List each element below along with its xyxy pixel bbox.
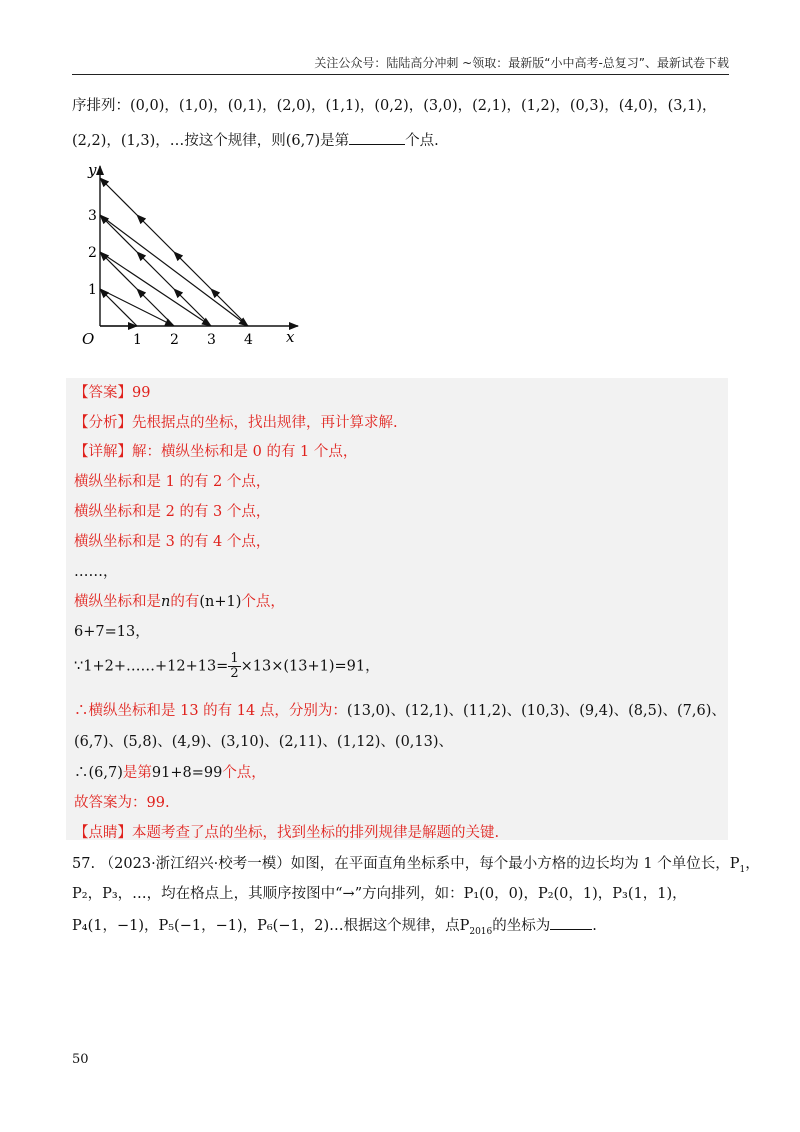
x-tick-1: 1: [133, 332, 142, 348]
diagonal-arrow: [137, 252, 174, 289]
problem-57-line-3: P₄(1，−1)，P₅(−1，−1)，P₆(−1，2)…根据这个规律，点$P_{2016}$的坐标为 .: [72, 915, 597, 942]
problem-57-line-1: 57. （2023·浙江绍兴·校考一模）如图，在平面直角坐标系中，每个最小方格的边长均为 1 个单位长，$P_1$，: [72, 856, 760, 875]
detail-line-9: 6+7=13，: [74, 624, 150, 640]
y-tick-2: 2: [88, 245, 97, 261]
detail-line-10: ∵1+2+……+12+13= $\frac{1}{2}$ ×13×(13+1)=91，: [74, 651, 380, 681]
y-tick-3: 3: [88, 208, 97, 224]
return-arrow: [100, 215, 248, 326]
diagonal-arrow: [100, 252, 137, 289]
comment-line: 【点睛】本题考查了点的坐标，找到坐标的排列规律是解题的关键.: [74, 825, 500, 841]
detail-line-5: 横纵坐标和是 2 的有 3 个点，: [74, 504, 271, 520]
detail-line-8: 横纵坐标和是n的有(n+1)个点，: [74, 594, 285, 610]
answer-line: 【答案】99: [74, 385, 151, 401]
detail-line-13: ∴(6,7)是第91+8=99个点，: [74, 765, 266, 781]
detail-line-6: 横纵坐标和是 3 的有 4 个点，: [74, 534, 271, 550]
x-tick-2: 2: [170, 332, 179, 348]
answer-blank-57: [550, 915, 592, 930]
diagonal-arrow: [211, 289, 248, 326]
diagonal-arrow: [137, 289, 174, 326]
detail-line: 【详解】解：横纵坐标和是 0 的有 1 个点，: [74, 444, 358, 460]
diagonal-arrow: [100, 289, 137, 326]
page-header: 关注公众号：陆陆高分冲刺 ~领取：最新版“小中高考-总复习”、最新试卷下载: [72, 54, 729, 75]
problem-56-text: (2,2)，(1,3)，…按这个规律，则(6,7)是第: [72, 133, 350, 149]
detail-line-7: ……，: [74, 564, 118, 580]
detail-line-14: 故答案为：99.: [74, 795, 170, 811]
diagonal-arrow: [174, 252, 211, 289]
page-number: 50: [72, 1052, 89, 1067]
x-tick-3: 3: [207, 332, 216, 348]
problem-56-line-2: [72, 130, 439, 151]
detail-line-4: 横纵坐标和是 1 的有 2 个点，: [74, 474, 271, 490]
y-tick-1: 1: [88, 282, 97, 298]
answer-blank: [349, 130, 405, 145]
problem-57-line-2: P₂，P₃，…，均在格点上，其顺序按图中“→”方向排列，如：P₁(0，0)，P₂(0，1)，P₃(1，1)，: [72, 886, 687, 902]
coordinate-figure: [66, 160, 306, 350]
detail-line-11: ∴横纵坐标和是 13 的有 14 点，分别为：(13,0)、(12,1)、(11,2)、(10,3)、(9,4)、(8,5)、(7,6)、: [74, 703, 726, 719]
return-arrow: [100, 252, 211, 326]
diagonal-arrow: [100, 215, 137, 252]
diagonal-arrow: [100, 178, 137, 215]
problem-56-line-1: 序排列：(0,0)，(1,0)，(0,1)，(2,0)，(1,1)，(0,2)，(3,0)，(2,1)，(1,2)，(0,3)，(4,0)，(3,1)，: [72, 98, 717, 114]
analysis-line: 【分析】先根据点的坐标，找出规律，再计算求解.: [74, 415, 398, 431]
x-tick-4: 4: [244, 332, 253, 348]
y-axis-label: y: [88, 161, 97, 179]
x-axis-label: x: [286, 328, 295, 346]
detail-line-12: (6,7)、(5,8)、(4,9)、(3,10)、(2,11)、(1,12)、(0,13)、: [74, 734, 454, 750]
origin-label: O: [82, 330, 95, 348]
problem-56-text-end: 个点.: [405, 133, 439, 149]
